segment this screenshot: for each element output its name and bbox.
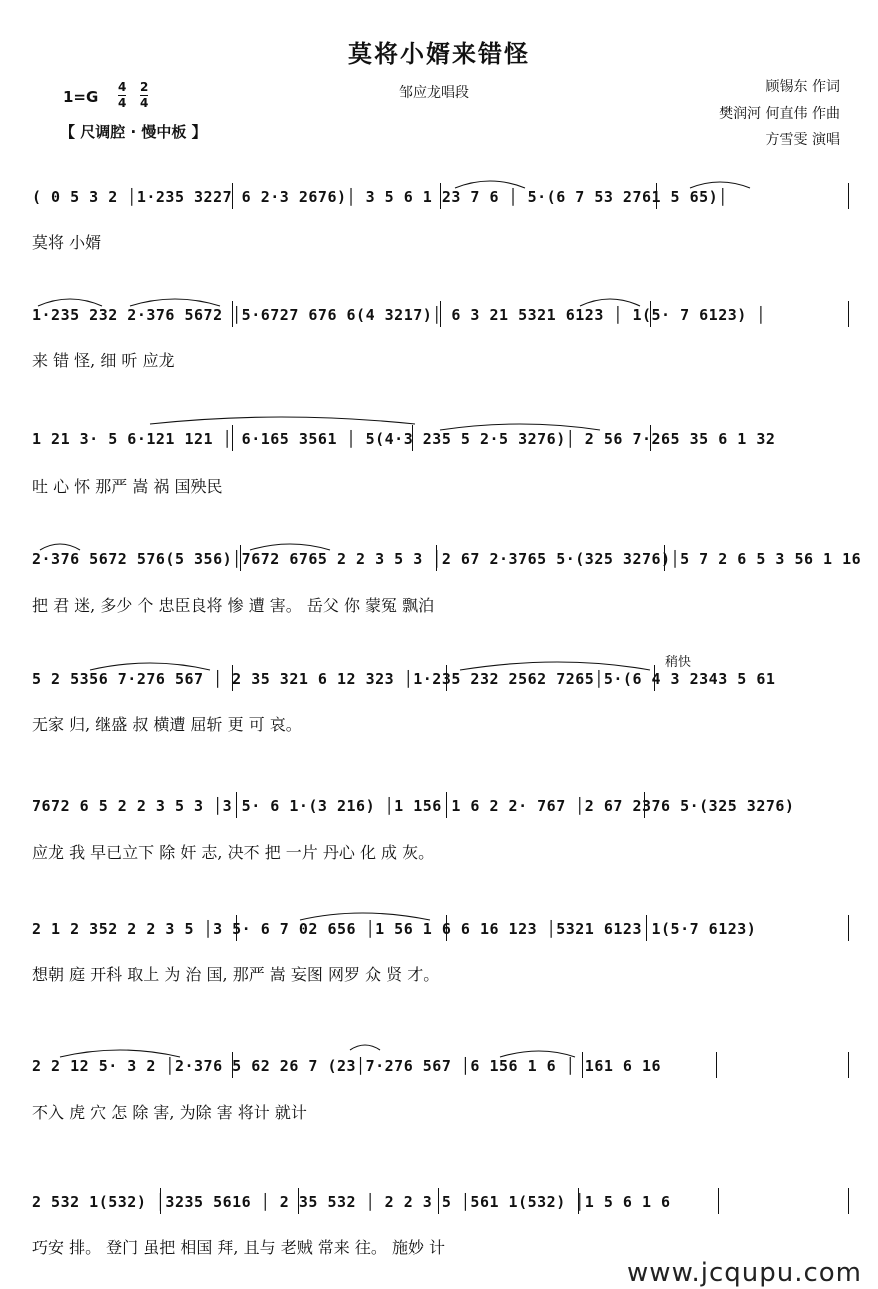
time-signature-4-4: 4 4 xyxy=(118,80,127,110)
barline xyxy=(716,1052,717,1078)
key-signature: 1=G xyxy=(63,88,99,106)
notation-line-1: ( 0 5 3 2 │1·235 3227 6 2·3 2676)│ 3 5 6 1 23 7 6 │ 5·(6 7 53 2761 5 65)│ xyxy=(32,188,728,206)
barline xyxy=(232,665,233,691)
site-watermark: www.jcqupu.com xyxy=(627,1258,862,1288)
notation-line-4: 2·376 5672 576(5 356)│7672 6765 2 2 3 5 3 │2 67 2·3765 5·(325 3276)│5 7 2 6 5 3 56 1 16 xyxy=(32,550,862,568)
barline xyxy=(650,425,651,451)
notation-line-6: 7672 6 5 2 2 3 5 3 │3 5· 6 1·(3 216) │1 156 1 6 2 2· 767 │2 67 2376 5·(325 3276) xyxy=(32,797,795,815)
barline xyxy=(848,301,849,327)
barline xyxy=(232,1052,233,1078)
lyrics-line-6: 应龙 我 早已立下 除 奸 志, 决不 把 一片 丹心 化 成 灰。 xyxy=(32,843,435,862)
barline xyxy=(440,183,441,209)
barline xyxy=(848,1052,849,1078)
barline xyxy=(446,915,447,941)
tempo-marking: 稍快 xyxy=(665,655,692,670)
lyrics-line-3: 吐 心 怀 那严 嵩 祸 国殃民 xyxy=(32,477,223,496)
notation-line-3: 1 21 3· 5 6·121 121 │ 6·165 3561 │ 5(4·3 235 5 2·5 3276)│ 2 56 7·265 35 6 1 32 xyxy=(32,430,776,448)
singing-style-tag: 【 尺调腔 · 慢中板 】 xyxy=(60,123,207,141)
page-title: 莫将小婿来错怪 xyxy=(348,39,530,68)
song-subtitle: 邹应龙唱段 xyxy=(399,85,469,101)
lyrics-line-9: 巧安 排。 登门 虽把 相国 拜, 且与 老贼 常来 往。 施妙 计 xyxy=(32,1238,446,1257)
barline xyxy=(232,301,233,327)
barline xyxy=(656,183,657,209)
lyrics-line-2: 来 错 怪, 细 听 应龙 xyxy=(32,351,175,370)
barline xyxy=(644,792,645,818)
barline xyxy=(650,301,651,327)
barline xyxy=(848,1188,849,1214)
barline xyxy=(160,1188,161,1214)
barline xyxy=(236,915,237,941)
barline xyxy=(654,665,655,691)
notation-line-5: 5 2 5356 7·276 567 │ 2 35 321 6 12 323 │1·235 232 2562 7265│5·(6 4 3 2343 5 61 xyxy=(32,670,776,688)
barline xyxy=(446,665,447,691)
barline xyxy=(848,183,849,209)
barline xyxy=(664,545,665,571)
barline xyxy=(718,1188,719,1214)
notation-line-9: 2 532 1(532) │3235 5616 │ 2 35 532 │ 2 2 3 5 │561 1(532) │1 5 6 1 6 xyxy=(32,1193,671,1211)
lyricist-credit: 顾锡东 作词 xyxy=(765,79,840,95)
barline xyxy=(646,915,647,941)
barline xyxy=(446,792,447,818)
lyrics-line-1: 莫将 小婿 xyxy=(32,233,102,252)
time-signature-2-4: 2 4 xyxy=(140,80,149,110)
barline xyxy=(440,301,441,327)
barline xyxy=(436,545,437,571)
notation-line-2: 1·235 232 2·376 5672 │5·6727 676 6(4 3217)│ 6 3 21 5321 6123 │ 1(5· 7 6123) │ xyxy=(32,306,766,324)
composer-credit: 樊润河 何直伟 作曲 xyxy=(719,106,840,122)
notation-line-7: 2 1 2 352 2 2 3 5 │3 5· 6 7 02 656 │1 56 1 6 6 16 123 │5321 6123 1(5·7 6123) xyxy=(32,920,757,938)
barline xyxy=(240,545,241,571)
barline xyxy=(232,183,233,209)
lyrics-line-7: 想朝 庭 开科 取上 为 治 国, 那严 嵩 妄图 网罗 众 贤 才。 xyxy=(32,965,440,984)
lyrics-line-4: 把 君 迷, 多少 个 忠臣良将 惨 遭 害。 岳父 你 蒙冤 飘泊 xyxy=(32,596,435,615)
barline xyxy=(236,792,237,818)
barline xyxy=(578,1188,579,1214)
barline xyxy=(232,425,233,451)
lyrics-line-5: 无家 归, 继盛 叔 横遭 屈斩 更 可 哀。 xyxy=(32,715,302,734)
notation-line-8: 2 2 12 5· 3 2 │2·376 5 62 26 7 (23│7·276 567 │6 156 1 6 │ 161 6 16 xyxy=(32,1057,662,1075)
lyrics-line-8: 不入 虎 穴 怎 除 害, 为除 害 将计 就计 xyxy=(32,1103,307,1122)
performer-credit: 方雪雯 演唱 xyxy=(765,132,840,148)
barline xyxy=(582,1052,583,1078)
barline xyxy=(298,1188,299,1214)
barline xyxy=(848,915,849,941)
barline xyxy=(412,425,413,451)
barline xyxy=(438,1188,439,1214)
